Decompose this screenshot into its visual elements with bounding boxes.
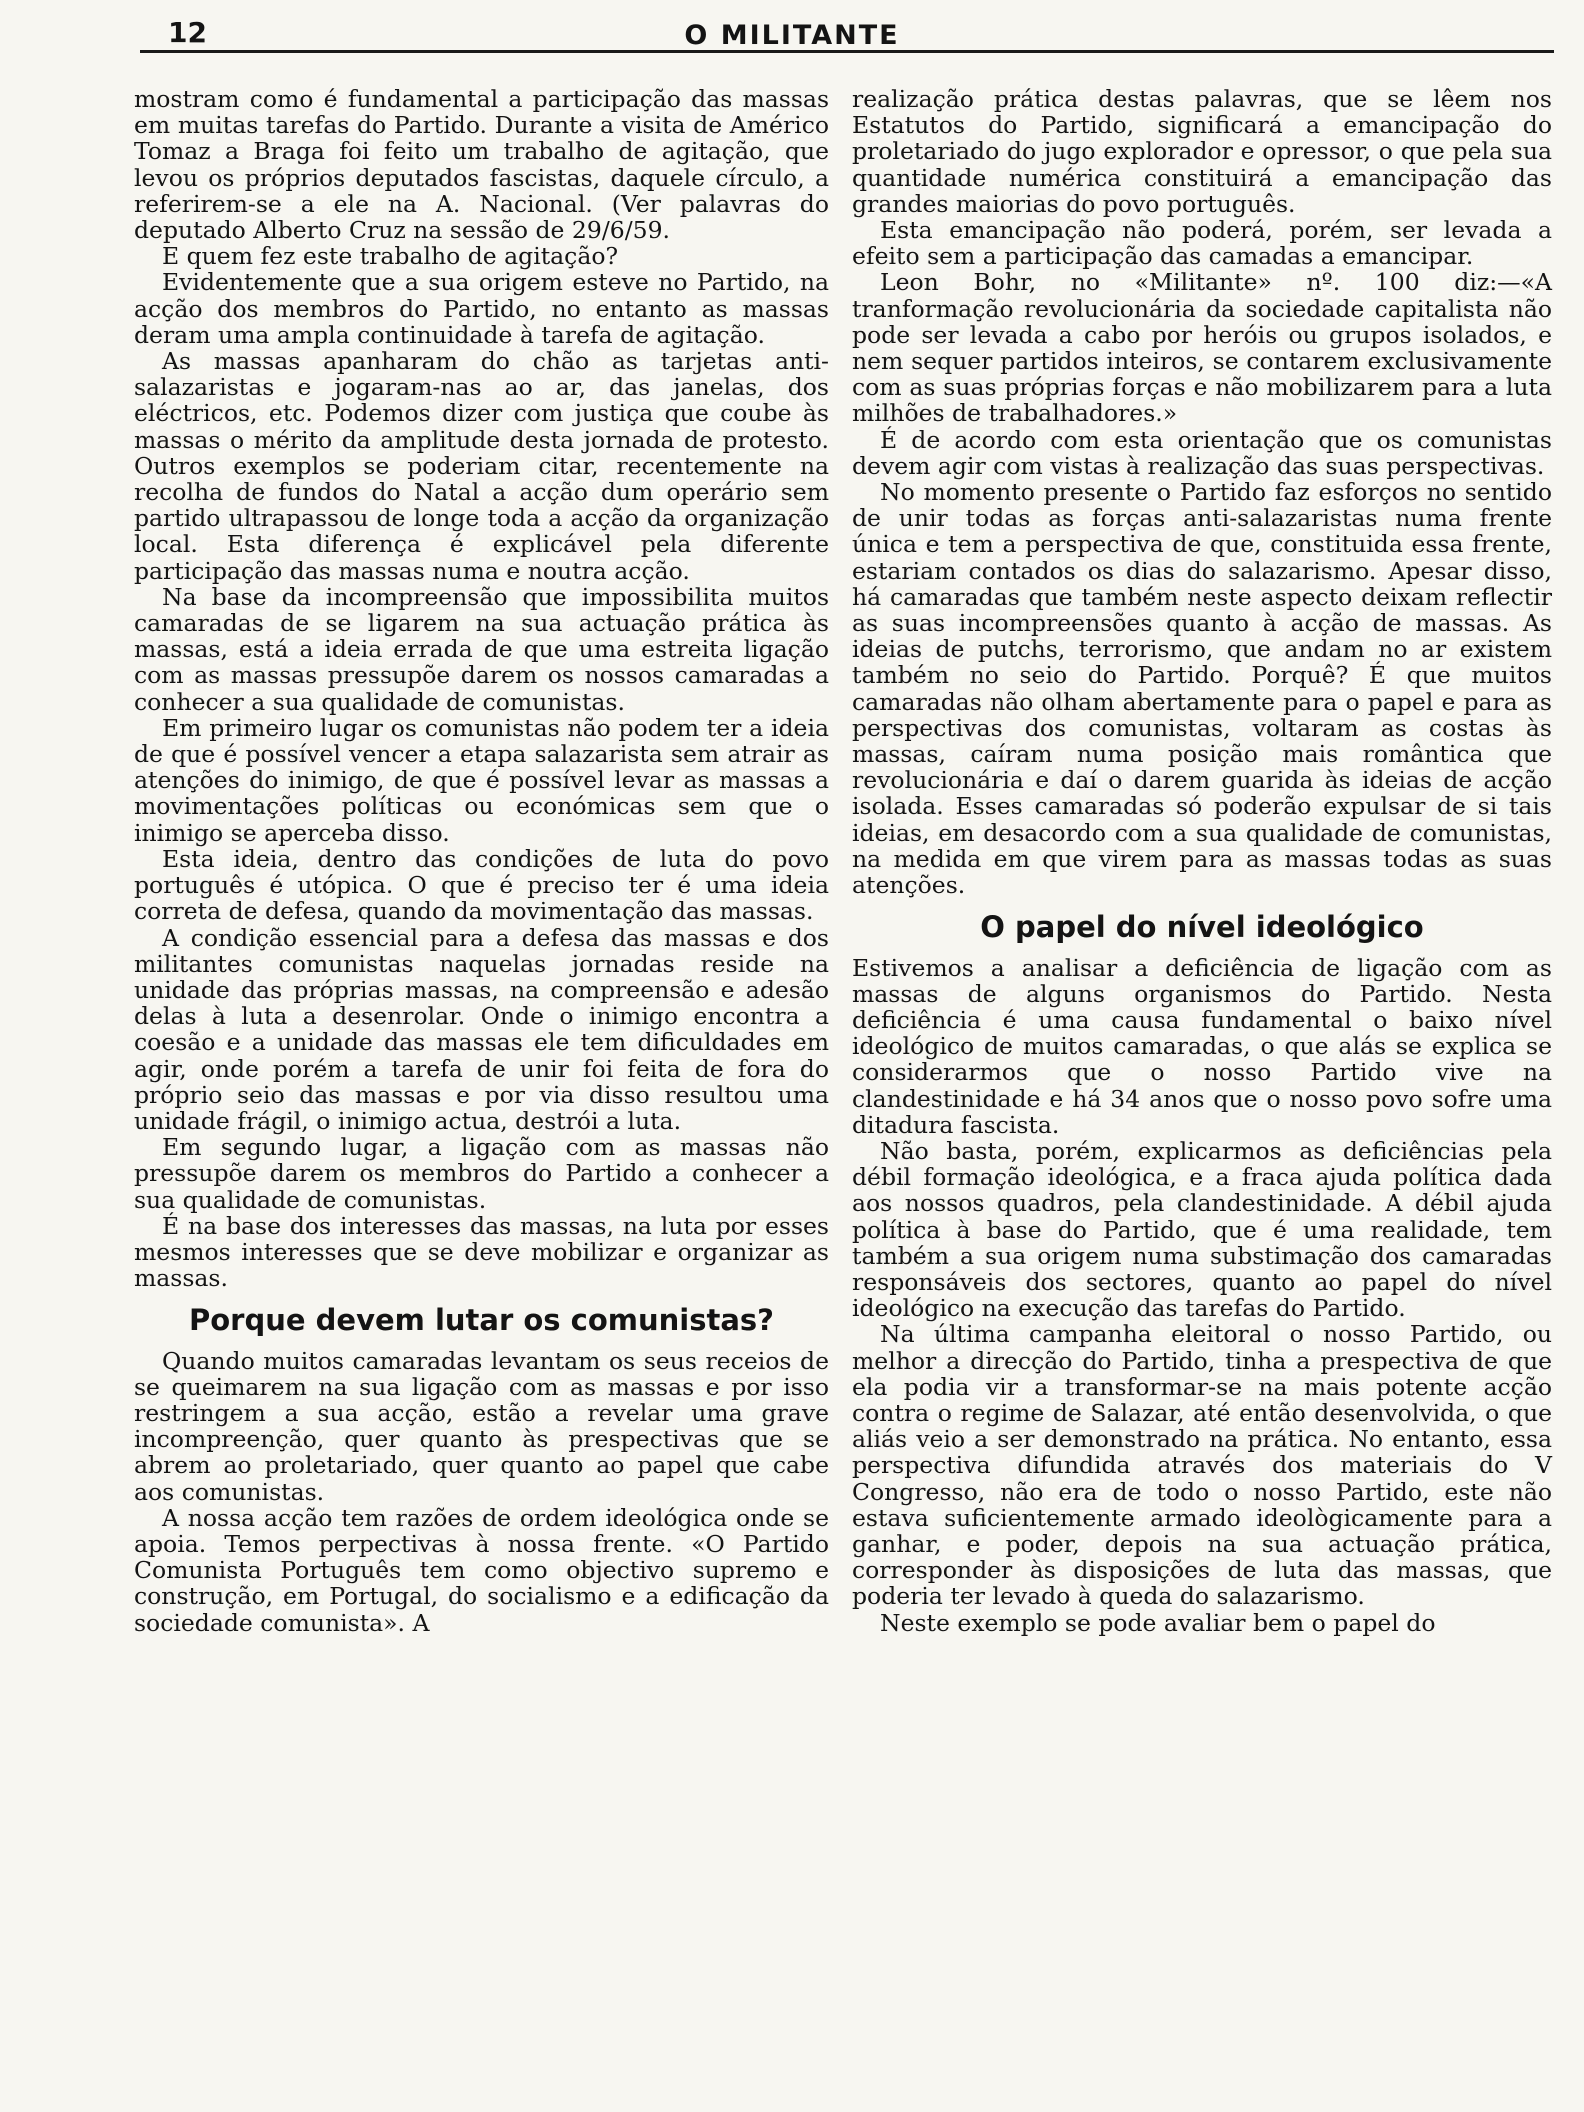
paragraph: Esta emancipação não poderá, porém, ser levada a efeito sem a participação das camadas a emancipar. bbox=[852, 216, 1552, 271]
header-divider bbox=[140, 50, 1554, 53]
paragraph: Não basta, porém, explicarmos as deficiências pela débil formação ideológica, e a fraca ajuda política dada aos nossos quadros, pela clandestinidade. A débil ajuda política à base do Partido, que é uma realidade, tem também a sua origem numa substimação dos camaradas responsáveis dos sectores, quanto ao papel do nível ideológico na execução das tarefas do Partido. bbox=[852, 1136, 1552, 1323]
paragraph: E quem fez este trabalho de agitação? bbox=[162, 242, 619, 271]
paragraph: Leon Bohr, no «Militante» nº. 100 diz:—«A tranformação revolucionária da sociedade capitalista não pode ser levada a cabo por heróis ou grupos isolados, e nem sequer partidos inteiros, se contarem exclusivamente com as suas próprias forças e não mobilizarem para a luta milhões de trabalhadores.» bbox=[852, 268, 1552, 428]
paragraph: A nossa acção tem razões de ordem ideológica onde se apoia. Temos perpectivas à nossa frente. «O Partido Comunista Português tem como objectivo supremo e construção, em Portugal, do socialismo e a edificação da sociedade comunista». A bbox=[134, 1503, 829, 1637]
right-column bbox=[852, 86, 1552, 1636]
paragraph: Neste exemplo se pode avaliar bem o papel do bbox=[880, 1608, 1436, 1637]
page-number: 12 bbox=[168, 16, 207, 49]
page-title: O MILITANTE bbox=[684, 20, 900, 51]
paragraph: Em segundo lugar, a ligação com as massas não pressupõe darem os membros do Partido a conhecer a sua qualidade de comunistas. bbox=[134, 1133, 829, 1214]
paragraph: Na última campanha eleitoral o nosso Partido, ou melhor a direcção do Partido, tinha a prespectiva de que ela podia vir a transformar-se na mais potente acção contra o regime de Salazar, até então desenvolvida, o que aliás veio a ser demonstrado na prática. No entanto, essa perspectiva difundida através dos materiais do V Congresso, não era de todo o nosso Partido, este não estava suficientemente armado ideològicamente para a ganhar, e poder, depois na sua actuação prática, corresponder às disposições de luta das massas, que poderia ter levado à queda do salazarismo. bbox=[852, 1320, 1552, 1611]
left-column bbox=[134, 86, 829, 1636]
paragraph: Esta ideia, dentro das condições de luta do povo português é utópica. O que é preciso ter é uma ideia correta de defesa, quando da movimentação das massas. bbox=[134, 844, 829, 926]
paragraph: realização prática destas palavras, que se lêem nos Estatutos do Partido, significará a emancipação do proletariado do jugo explorador e opressor, o que pela sua quantidade numérica constituirá a emancipação das grandes maiorias do povo português. bbox=[852, 85, 1552, 218]
section-heading: O papel do nível ideológico bbox=[980, 910, 1424, 945]
paragraph: mostram como é fundamental a participação das massas em muitas tarefas do Partido. Durante a visita de Américo Tomaz a Braga foi feito um trabalho de agitação, que levou os próprios deputados fascistas, daquele círculo, a referirem-se a ele na A. Nacional. (Ver palavras do deputado Alberto Cruz na sessão de 29/6/59. bbox=[134, 85, 829, 245]
paragraph: A condição essencial para a defesa das massas e dos militantes comunistas naquelas jornadas reside na unidade das próprias massas, na compreensão e adesão delas à luta a desenrolar. Onde o inimigo encontra a coesão e a unidade das massas ele tem dificuldades em agir, onde porém a tarefa de unir foi feita de fora do próprio seio das massas e por via disso resultou uma unidade frágil, o inimigo actua, destrói a luta. bbox=[134, 923, 829, 1135]
paragraph: É na base dos interesses das massas, na luta por esses mesmos interesses que se deve mobilizar e organizar as massas. bbox=[134, 1211, 829, 1293]
paragraph: No momento presente o Partido faz esforços no sentido de unir todas as forças anti-salazaristas numa frente única e tem a perspectiva de que, constituida essa frente, estariam contados os dias do salazarismo. Apesar disso, há camaradas que também neste aspecto deixam reflectir as suas incompreensões quanto à acção de massas. As ideias de putchs, terrorismo, que andam no ar existem também no seio do Partido. Porquê? É que muitos camaradas não olham abertamente para o papel e para as perspectivas dos comunistas, voltaram as costas às massas, caíram numa posição mais romântica que revolucionária e daí o darem guarida às ideias de acção isolada. Esses camaradas só poderão expulsar de si tais ideias, em desacordo com a sua qualidade de comunistas, na medida em que virem para as massas todas as suas atenções. bbox=[852, 478, 1552, 900]
paragraph: Na base da incompreensão que impossibilita muitos camaradas de se ligarem na sua actuação prática às massas, está a ideia errada de que uma estreita ligação com as massas pressupõe darem os nossos camaradas a conhecer a sua qualidade de comunistas. bbox=[134, 582, 829, 716]
paragraph: Em primeiro lugar os comunistas não podem ter a ideia de que é possível vencer a etapa salazarista sem atrair as atenções do inimigo, de que é possível levar as massas a movimentações políticas ou económicas sem que o inimigo se aperceba disso. bbox=[134, 713, 829, 847]
paragraph: Quando muitos camaradas levantam os seus receios de se queimarem na sua ligação com as massas e por isso restringem a sua acção, estão a revelar uma grave incompreenção, quer quanto às prespectivas que se abrem ao proletariado, quer quanto ao papel que cabe aos comunistas. bbox=[134, 1346, 829, 1506]
paragraph: As massas apanharam do chão as tarjetas anti-salazaristas e jogaram-nas ao ar, das janelas, dos eléctricos, etc. Podemos dizer com justiça que coube às massas o mérito da amplitude desta jornada de protesto. Outros exemplos se poderiam citar, recentemente na recolha de fundos do Natal a acção dum operário sem partido ultrapassou de longe toda a acção da organização local. Esta diferença é explicável pela diferente participação das massas numa e noutra acção. bbox=[134, 347, 829, 585]
paragraph: Estivemos a analisar a deficiência de ligação com as massas de alguns organismos do Partido. Nesta deficiência é uma causa fundamental o baixo nível ideológico de muitos camaradas, o que alás se explica se considerarmos que o nosso Partido vive na clandestinidade e há 34 anos que o nosso povo sofre uma ditadura fascista. bbox=[852, 953, 1552, 1139]
paragraph: Evidentemente que a sua origem esteve no Partido, na acção dos membros do Partido, no entanto as massas deram uma ampla continuidade à tarefa de agitação. bbox=[134, 268, 829, 349]
section-heading: Porque devem lutar os comunistas? bbox=[189, 1303, 774, 1338]
paragraph: É de acordo com esta orientação que os comunistas devem agir com vistas à realização das suas perspectivas. bbox=[852, 425, 1552, 480]
